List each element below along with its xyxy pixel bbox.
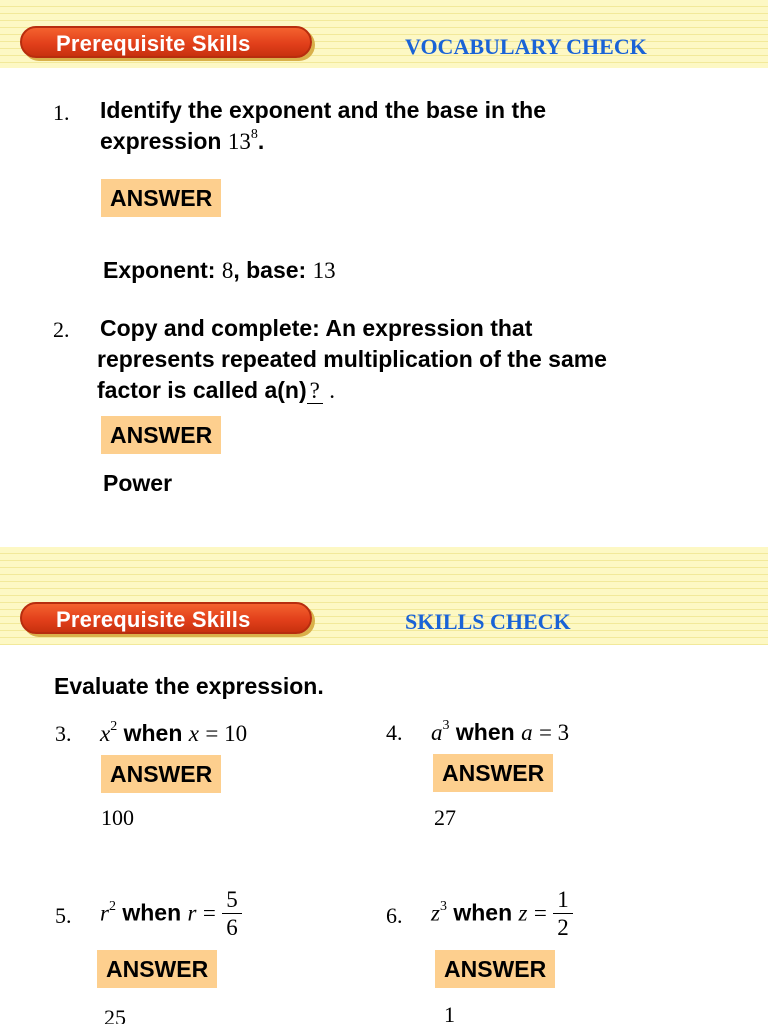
answer-label: ANSWER [101, 416, 221, 454]
variable: z [518, 900, 528, 926]
equals-value: = 3 [538, 720, 570, 745]
problem-number: 5. [55, 903, 72, 928]
problem-expression [100, 887, 242, 942]
slide-skills-check [0, 547, 768, 1024]
when-word: when [123, 720, 183, 746]
problem-number: 4. [386, 720, 403, 745]
when-word: when [122, 899, 182, 926]
when-word: when [453, 899, 513, 926]
prerequisite-skills-banner [20, 602, 312, 634]
period: . [257, 128, 265, 154]
answer-value: 1 [444, 1002, 455, 1024]
base-label: , base: [233, 257, 307, 283]
variable: x [188, 721, 199, 746]
banner-label: Prerequisite Skills [56, 31, 251, 56]
answer-label: ANSWER [433, 754, 553, 792]
fraction [553, 887, 573, 942]
prerequisite-skills-banner [20, 26, 312, 58]
problem-expression [100, 720, 247, 747]
problem-number: 6. [386, 903, 403, 928]
question-number: 2. [53, 317, 70, 342]
section-title: SKILLS CHECK [405, 609, 571, 634]
power: 2 [110, 719, 118, 735]
answer-value: 27 [434, 805, 456, 830]
answer-label: ANSWER [435, 950, 555, 988]
variable: a [521, 720, 533, 745]
question-line [100, 126, 546, 157]
answer-1-text [103, 257, 336, 284]
fill-in-blank: ? [307, 379, 323, 404]
fraction [222, 887, 242, 942]
fraction-denominator: 2 [557, 915, 569, 940]
power: 3 [442, 718, 450, 734]
question-line: Identify the exponent and the base in the [100, 97, 546, 123]
base-answer: 13 [312, 258, 336, 283]
exponent-answer: 8 [221, 258, 234, 283]
question-number: 1. [53, 100, 70, 125]
equals-sign: = [533, 900, 547, 926]
exponent-label: Exponent: [103, 257, 216, 283]
variable: r [187, 900, 197, 926]
answer-label: ANSWER [101, 755, 221, 793]
variable: z [431, 900, 440, 926]
period: . [329, 378, 335, 403]
banner-label: Prerequisite Skills [56, 607, 251, 632]
problem-expression [431, 887, 573, 942]
section-title: VOCABULARY CHECK [405, 34, 647, 59]
base-value: 13 [227, 129, 251, 154]
variable: a [431, 720, 443, 745]
problem-expression [431, 719, 569, 746]
problem-number: 3. [55, 721, 72, 746]
answer-label: ANSWER [101, 179, 221, 217]
variable: r [100, 900, 109, 926]
fraction-denominator: 6 [226, 915, 238, 940]
exponent-value: 8 [250, 127, 258, 143]
equals-value: = 10 [205, 721, 248, 746]
question-line [97, 375, 607, 406]
question-2-text [97, 313, 607, 406]
fraction-numerator: 1 [553, 887, 573, 914]
question-line: Copy and complete: An expression that [100, 315, 533, 341]
answer-2-text: Power [103, 470, 173, 496]
answer-value: 100 [101, 805, 134, 830]
power: 3 [439, 898, 447, 914]
answer-label: ANSWER [97, 950, 217, 988]
question-line: represents repeated multiplication of the same [97, 346, 607, 372]
question-text: factor is called a(n) [97, 377, 307, 403]
instruction-text: Evaluate the expression. [54, 673, 324, 699]
fraction-numerator: 5 [222, 887, 242, 914]
question-1-text [100, 95, 546, 157]
variable: x [100, 721, 111, 746]
power: 2 [108, 898, 116, 914]
question-text: expression [100, 128, 222, 154]
equals-sign: = [202, 900, 216, 926]
answer-value: 25 [104, 1005, 126, 1024]
when-word: when [455, 719, 515, 745]
